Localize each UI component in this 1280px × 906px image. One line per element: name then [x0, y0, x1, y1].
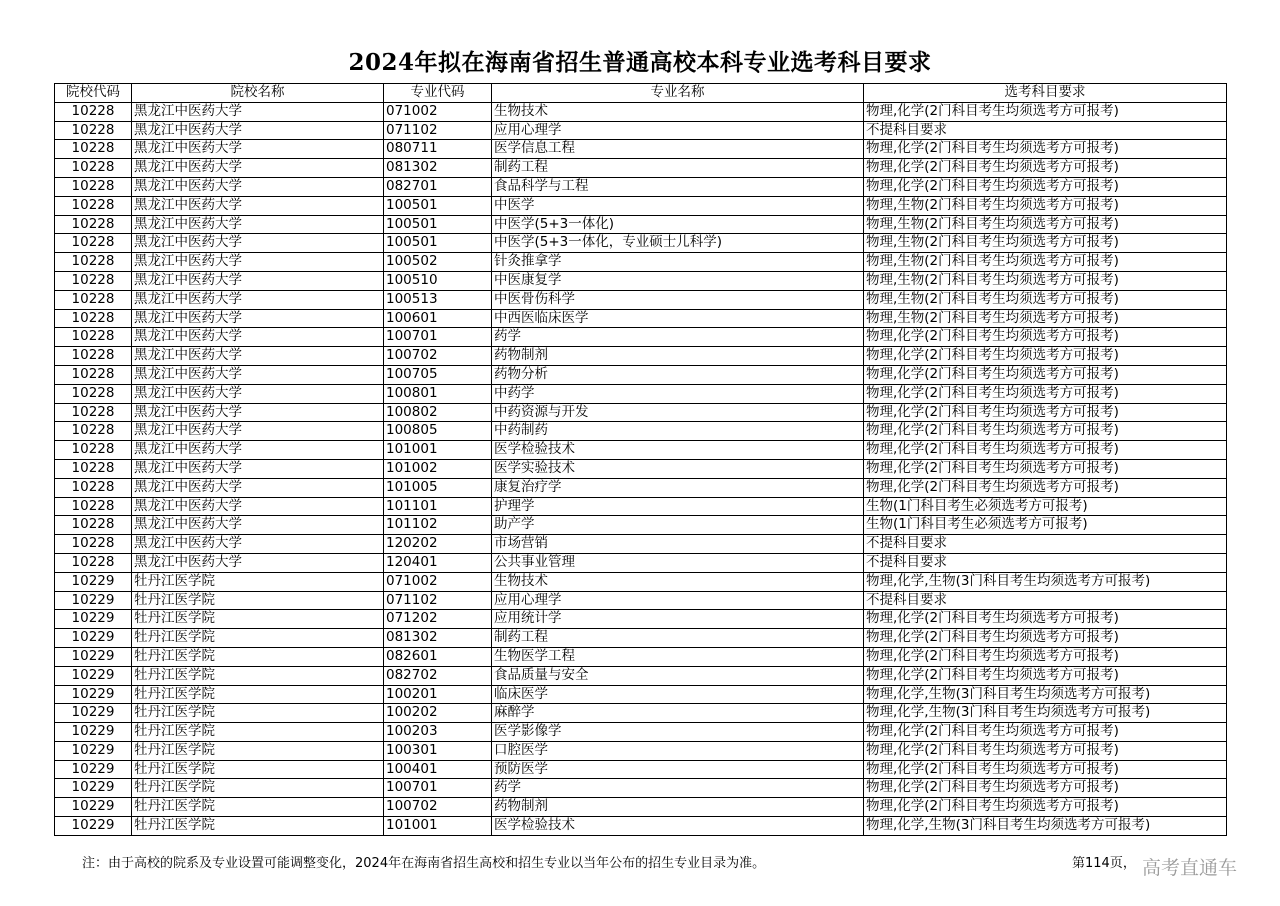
subject-requirement-cell: 物理,生物(2门科目考生均须选考方可报考) [864, 271, 1227, 290]
school-code-cell: 10229 [55, 572, 132, 591]
subject-requirement-cell: 物理,化学(2门科目考生均须选考方可报考) [864, 647, 1227, 666]
major-code-cell: 100502 [384, 253, 492, 272]
major-code-cell: 100802 [384, 403, 492, 422]
major-name-cell: 应用统计学 [492, 610, 864, 629]
major-code-cell: 101002 [384, 459, 492, 478]
school-name-cell: 牡丹江医学院 [132, 572, 384, 591]
school-name-cell: 黑龙江中医药大学 [132, 478, 384, 497]
school-code-cell: 10228 [55, 478, 132, 497]
table-row [55, 121, 1227, 140]
school-name-cell: 牡丹江医学院 [132, 647, 384, 666]
major-code-cell: 100501 [384, 196, 492, 215]
subject-requirement-cell: 物理,化学(2门科目考生均须选考方可报考) [864, 741, 1227, 760]
subject-requirement-cell: 物理,化学,生物(3门科目考生均须选考方可报考) [864, 685, 1227, 704]
subject-requirement-cell: 物理,化学(2门科目考生均须选考方可报考) [864, 365, 1227, 384]
major-code-cell: 100701 [384, 779, 492, 798]
major-code-cell: 071102 [384, 591, 492, 610]
school-name-cell: 黑龙江中医药大学 [132, 553, 384, 572]
major-name-cell: 口腔医学 [492, 741, 864, 760]
subject-requirement-cell: 物理,化学(2门科目考生均须选考方可报考) [864, 441, 1227, 460]
major-name-cell: 应用心理学 [492, 121, 864, 140]
subject-requirement-cell: 物理,化学(2门科目考生均须选考方可报考) [864, 347, 1227, 366]
table-row [55, 271, 1227, 290]
major-name-cell: 中药制药 [492, 422, 864, 441]
major-name-cell: 中医骨伤科学 [492, 290, 864, 309]
school-name-cell: 黑龙江中医药大学 [132, 309, 384, 328]
major-name-cell: 公共事业管理 [492, 553, 864, 572]
subject-requirement-cell: 物理,化学(2门科目考生均须选考方可报考) [864, 610, 1227, 629]
table-row [55, 817, 1227, 836]
major-name-cell: 临床医学 [492, 685, 864, 704]
watermark: 高考直通车 [1142, 857, 1238, 879]
subject-requirement-cell: 物理,化学(2门科目考生均须选考方可报考) [864, 629, 1227, 648]
table-row [55, 798, 1227, 817]
major-name-cell: 药学 [492, 779, 864, 798]
table-row [55, 478, 1227, 497]
school-name-cell: 黑龙江中医药大学 [132, 177, 384, 196]
table-row [55, 290, 1227, 309]
school-code-cell: 10228 [55, 365, 132, 384]
major-code-cell: 081302 [384, 629, 492, 648]
subject-requirement-cell: 物理,化学(2门科目考生均须选考方可报考) [864, 779, 1227, 798]
school-code-cell: 10228 [55, 422, 132, 441]
table-row [55, 347, 1227, 366]
school-code-cell: 10228 [55, 403, 132, 422]
table-row [55, 666, 1227, 685]
major-name-cell: 医学检验技术 [492, 441, 864, 460]
school-name-cell: 黑龙江中医药大学 [132, 365, 384, 384]
school-code-cell: 10228 [55, 328, 132, 347]
subject-requirement-cell: 不提科目要求 [864, 121, 1227, 140]
school-code-cell: 10229 [55, 723, 132, 742]
major-code-cell: 101005 [384, 478, 492, 497]
major-name-cell: 生物技术 [492, 572, 864, 591]
major-code-cell: 100201 [384, 685, 492, 704]
school-name-cell: 牡丹江医学院 [132, 817, 384, 836]
table-row [55, 140, 1227, 159]
school-name-cell: 牡丹江医学院 [132, 685, 384, 704]
major-code-cell: 071002 [384, 102, 492, 121]
subject-requirement-cell: 物理,化学(2门科目考生均须选考方可报考) [864, 459, 1227, 478]
major-code-cell: 100501 [384, 215, 492, 234]
school-code-cell: 10229 [55, 685, 132, 704]
major-name-cell: 中药资源与开发 [492, 403, 864, 422]
table-row [55, 196, 1227, 215]
major-code-cell: 100203 [384, 723, 492, 742]
subject-requirement-cell: 物理,生物(2门科目考生均须选考方可报考) [864, 290, 1227, 309]
school-name-cell: 牡丹江医学院 [132, 779, 384, 798]
page-title: 2024年拟在海南省招生普通高校本科专业选考科目要求 [348, 49, 932, 76]
major-code-cell: 100510 [384, 271, 492, 290]
school-code-cell: 10228 [55, 140, 132, 159]
table-row [55, 102, 1227, 121]
school-code-cell: 10228 [55, 290, 132, 309]
school-name-cell: 牡丹江医学院 [132, 610, 384, 629]
subject-requirement-cell: 物理,化学,生物(3门科目考生均须选考方可报考) [864, 704, 1227, 723]
major-name-cell: 医学检验技术 [492, 817, 864, 836]
school-name-cell: 黑龙江中医药大学 [132, 102, 384, 121]
subject-requirement-cell: 不提科目要求 [864, 553, 1227, 572]
table-row [55, 741, 1227, 760]
major-name-cell: 药学 [492, 328, 864, 347]
subject-requirement-cell: 物理,化学(2门科目考生均须选考方可报考) [864, 328, 1227, 347]
table-row [55, 365, 1227, 384]
table-row [55, 215, 1227, 234]
subject-requirement-cell: 物理,化学(2门科目考生均须选考方可报考) [864, 760, 1227, 779]
major-name-cell: 生物医学工程 [492, 647, 864, 666]
major-name-cell: 医学信息工程 [492, 140, 864, 159]
major-code-cell: 071102 [384, 121, 492, 140]
major-name-cell: 助产学 [492, 516, 864, 535]
subject-requirement-cell: 物理,化学(2门科目考生均须选考方可报考) [864, 384, 1227, 403]
subject-requirement-cell: 物理,生物(2门科目考生均须选考方可报考) [864, 309, 1227, 328]
major-code-cell: 100805 [384, 422, 492, 441]
table-header-row [55, 84, 1227, 103]
school-code-cell: 10228 [55, 215, 132, 234]
table-row [55, 384, 1227, 403]
major-name-cell: 医学影像学 [492, 723, 864, 742]
major-name-cell: 中西医临床医学 [492, 309, 864, 328]
subject-requirement-cell: 生物(1门科目考生必须选考方可报考) [864, 497, 1227, 516]
major-code-cell: 101001 [384, 817, 492, 836]
table-row [55, 422, 1227, 441]
school-code-cell: 10229 [55, 760, 132, 779]
school-code-cell: 10228 [55, 553, 132, 572]
school-name-cell: 黑龙江中医药大学 [132, 497, 384, 516]
school-name-cell: 黑龙江中医药大学 [132, 403, 384, 422]
table-row [55, 234, 1227, 253]
major-code-cell: 100501 [384, 234, 492, 253]
school-name-cell: 牡丹江医学院 [132, 741, 384, 760]
subject-requirement-cell: 物理,化学(2门科目考生均须选考方可报考) [864, 140, 1227, 159]
header-subject-requirement: 选考科目要求 [864, 84, 1227, 103]
subject-requirement-cell: 物理,生物(2门科目考生均须选考方可报考) [864, 234, 1227, 253]
school-code-cell: 10228 [55, 535, 132, 554]
major-name-cell: 中药学 [492, 384, 864, 403]
major-name-cell: 中医康复学 [492, 271, 864, 290]
school-name-cell: 黑龙江中医药大学 [132, 347, 384, 366]
school-code-cell: 10228 [55, 309, 132, 328]
subject-requirement-cell: 物理,化学(2门科目考生均须选考方可报考) [864, 159, 1227, 178]
school-name-cell: 黑龙江中医药大学 [132, 121, 384, 140]
major-code-cell: 080711 [384, 140, 492, 159]
major-code-cell: 082601 [384, 647, 492, 666]
school-name-cell: 黑龙江中医药大学 [132, 516, 384, 535]
header-major-code: 专业代码 [384, 84, 492, 103]
subject-requirement-cell: 物理,生物(2门科目考生均须选考方可报考) [864, 215, 1227, 234]
table-row [55, 177, 1227, 196]
major-code-cell: 101102 [384, 516, 492, 535]
school-code-cell: 10228 [55, 271, 132, 290]
school-name-cell: 黑龙江中医药大学 [132, 535, 384, 554]
school-code-cell: 10229 [55, 610, 132, 629]
table-row [55, 441, 1227, 460]
table-row [55, 685, 1227, 704]
major-code-cell: 100202 [384, 704, 492, 723]
subject-requirement-cell: 物理,化学(2门科目考生均须选考方可报考) [864, 177, 1227, 196]
school-code-cell: 10228 [55, 347, 132, 366]
school-code-cell: 10228 [55, 102, 132, 121]
table-row [55, 553, 1227, 572]
school-code-cell: 10229 [55, 798, 132, 817]
school-code-cell: 10229 [55, 591, 132, 610]
school-code-cell: 10229 [55, 647, 132, 666]
school-name-cell: 黑龙江中医药大学 [132, 196, 384, 215]
subject-requirement-cell: 物理,化学(2门科目考生均须选考方可报考) [864, 723, 1227, 742]
school-name-cell: 黑龙江中医药大学 [132, 253, 384, 272]
subject-requirement-cell: 不提科目要求 [864, 591, 1227, 610]
school-name-cell: 黑龙江中医药大学 [132, 159, 384, 178]
school-code-cell: 10228 [55, 121, 132, 140]
school-code-cell: 10229 [55, 817, 132, 836]
school-code-cell: 10229 [55, 779, 132, 798]
table-body [55, 102, 1227, 835]
header-school-code: 院校代码 [55, 84, 132, 103]
major-code-cell: 081302 [384, 159, 492, 178]
major-name-cell: 中医学(5+3一体化，专业硕士儿科学) [492, 234, 864, 253]
major-name-cell: 针灸推拿学 [492, 253, 864, 272]
major-name-cell: 制药工程 [492, 159, 864, 178]
school-code-cell: 10228 [55, 253, 132, 272]
major-code-cell: 100702 [384, 798, 492, 817]
major-name-cell: 医学实验技术 [492, 459, 864, 478]
school-name-cell: 黑龙江中医药大学 [132, 459, 384, 478]
page-number: 第114页， [1072, 856, 1136, 871]
subject-requirement-cell: 不提科目要求 [864, 535, 1227, 554]
major-name-cell: 药物制剂 [492, 798, 864, 817]
major-code-cell: 100701 [384, 328, 492, 347]
subject-requirement-cell: 物理,化学(2门科目考生均须选考方可报考) [864, 798, 1227, 817]
major-name-cell: 预防医学 [492, 760, 864, 779]
subject-requirement-cell: 生物(1门科目考生必须选考方可报考) [864, 516, 1227, 535]
major-name-cell: 康复治疗学 [492, 478, 864, 497]
school-name-cell: 黑龙江中医药大学 [132, 215, 384, 234]
subject-requirement-cell: 物理,生物(2门科目考生均须选考方可报考) [864, 196, 1227, 215]
school-code-cell: 10228 [55, 384, 132, 403]
table-row [55, 629, 1227, 648]
table-row [55, 403, 1227, 422]
major-name-cell: 药物制剂 [492, 347, 864, 366]
school-name-cell: 牡丹江医学院 [132, 629, 384, 648]
school-code-cell: 10228 [55, 177, 132, 196]
table-row [55, 535, 1227, 554]
table-row [55, 572, 1227, 591]
school-name-cell: 牡丹江医学院 [132, 591, 384, 610]
table-row [55, 328, 1227, 347]
school-name-cell: 黑龙江中医药大学 [132, 271, 384, 290]
table-row [55, 309, 1227, 328]
school-code-cell: 10228 [55, 441, 132, 460]
table-row [55, 610, 1227, 629]
major-name-cell: 食品质量与安全 [492, 666, 864, 685]
major-code-cell: 120401 [384, 553, 492, 572]
school-code-cell: 10228 [55, 196, 132, 215]
major-code-cell: 082702 [384, 666, 492, 685]
major-code-cell: 071202 [384, 610, 492, 629]
school-name-cell: 黑龙江中医药大学 [132, 441, 384, 460]
majors-table [54, 83, 1227, 836]
major-name-cell: 制药工程 [492, 629, 864, 648]
school-name-cell: 牡丹江医学院 [132, 666, 384, 685]
school-name-cell: 黑龙江中医药大学 [132, 140, 384, 159]
school-code-cell: 10228 [55, 497, 132, 516]
table-row [55, 760, 1227, 779]
major-name-cell: 护理学 [492, 497, 864, 516]
school-code-cell: 10228 [55, 159, 132, 178]
table-row [55, 591, 1227, 610]
school-code-cell: 10229 [55, 629, 132, 648]
subject-requirement-cell: 物理,化学,生物(3门科目考生均须选考方可报考) [864, 817, 1227, 836]
table-row [55, 516, 1227, 535]
school-name-cell: 牡丹江医学院 [132, 798, 384, 817]
table-row [55, 459, 1227, 478]
school-name-cell: 牡丹江医学院 [132, 723, 384, 742]
subject-requirement-cell: 物理,生物(2门科目考生均须选考方可报考) [864, 253, 1227, 272]
major-name-cell: 中医学(5+3一体化) [492, 215, 864, 234]
table-row [55, 647, 1227, 666]
major-code-cell: 100801 [384, 384, 492, 403]
subject-requirement-cell: 物理,化学(2门科目考生均须选考方可报考) [864, 403, 1227, 422]
table-row [55, 779, 1227, 798]
table-row [55, 253, 1227, 272]
major-code-cell: 082701 [384, 177, 492, 196]
table-row [55, 497, 1227, 516]
school-name-cell: 牡丹江医学院 [132, 760, 384, 779]
table-row [55, 723, 1227, 742]
school-code-cell: 10229 [55, 704, 132, 723]
subject-requirement-cell: 物理,化学,生物(3门科目考生均须选考方可报考) [864, 572, 1227, 591]
major-name-cell: 中医学 [492, 196, 864, 215]
major-name-cell: 麻醉学 [492, 704, 864, 723]
school-code-cell: 10228 [55, 459, 132, 478]
school-name-cell: 黑龙江中医药大学 [132, 384, 384, 403]
school-name-cell: 黑龙江中医药大学 [132, 328, 384, 347]
school-name-cell: 黑龙江中医药大学 [132, 290, 384, 309]
major-code-cell: 100301 [384, 741, 492, 760]
major-name-cell: 应用心理学 [492, 591, 864, 610]
subject-requirement-cell: 物理,化学(2门科目考生均须选考方可报考) [864, 422, 1227, 441]
footer-note: 注：由于高校的院系及专业设置可能调整变化，2024年在海南省招生高校和招生专业以当年公布的招生专业目录为准。 [82, 856, 766, 871]
table-row [55, 159, 1227, 178]
school-code-cell: 10229 [55, 666, 132, 685]
major-name-cell: 市场营销 [492, 535, 864, 554]
major-name-cell: 生物技术 [492, 102, 864, 121]
school-name-cell: 黑龙江中医药大学 [132, 422, 384, 441]
major-code-cell: 100513 [384, 290, 492, 309]
major-code-cell: 100705 [384, 365, 492, 384]
subject-requirement-cell: 物理,化学(2门科目考生均须选考方可报考) [864, 102, 1227, 121]
school-code-cell: 10228 [55, 234, 132, 253]
major-code-cell: 101101 [384, 497, 492, 516]
school-name-cell: 牡丹江医学院 [132, 704, 384, 723]
subject-requirement-cell: 物理,化学(2门科目考生均须选考方可报考) [864, 478, 1227, 497]
major-code-cell: 071002 [384, 572, 492, 591]
subject-requirement-cell: 物理,化学(2门科目考生均须选考方可报考) [864, 666, 1227, 685]
header-major-name: 专业名称 [492, 84, 864, 103]
school-code-cell: 10229 [55, 741, 132, 760]
major-code-cell: 100601 [384, 309, 492, 328]
major-code-cell: 100702 [384, 347, 492, 366]
major-name-cell: 食品科学与工程 [492, 177, 864, 196]
major-code-cell: 100401 [384, 760, 492, 779]
major-code-cell: 120202 [384, 535, 492, 554]
school-name-cell: 黑龙江中医药大学 [132, 234, 384, 253]
major-name-cell: 药物分析 [492, 365, 864, 384]
major-code-cell: 101001 [384, 441, 492, 460]
table-row [55, 704, 1227, 723]
school-code-cell: 10228 [55, 516, 132, 535]
header-school-name: 院校名称 [132, 84, 384, 103]
